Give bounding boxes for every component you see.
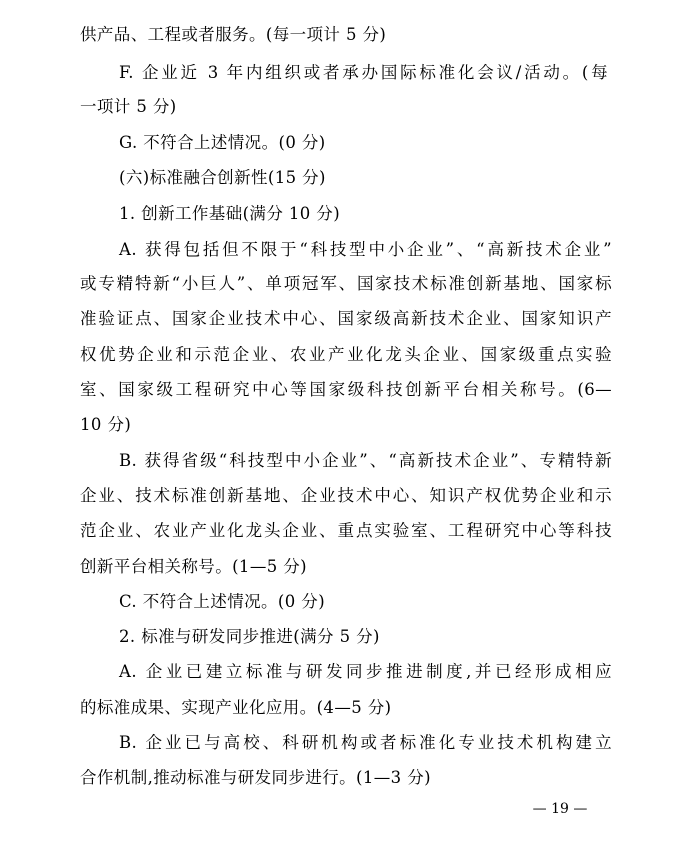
text-line-9: 准验证点、国家企业技术中心、国家级高新技术企业、国家知识产 [80, 309, 612, 328]
text-line-4: G. 不符合上述情况。(0 分) [119, 133, 326, 152]
section-heading-6: (六)标准融合创新性(15 分) [119, 168, 326, 187]
text-line-12: 10 分) [80, 415, 132, 434]
text-line-10: 权优势企业和示范企业、农业产业化龙头企业、国家级重点实验 [80, 345, 612, 364]
text-line-3: 一项计 5 分) [80, 97, 177, 116]
text-line-16: 创新平台相关称号。(1—5 分) [80, 557, 308, 576]
text-line-21: B. 企业已与高校、科研机构或者标准化专业技术机构建立 [119, 733, 612, 752]
text-line-7: A. 获得包括但不限于“科技型中小企业”、“高新技术企业” [119, 240, 612, 259]
text-line-8: 或专精特新“小巨人”、单项冠军、国家技术标准创新基地、国家标 [80, 274, 612, 293]
subsection-heading-1: 1. 创新工作基础(满分 10 分) [119, 204, 341, 223]
text-line-13: B. 获得省级“科技型中小企业”、“高新技术企业”、专精特新 [119, 451, 612, 470]
text-line-22: 合作机制,推动标准与研发同步进行。(1—3 分) [80, 768, 431, 787]
page-number: — 19 — [532, 801, 588, 817]
text-line-19: A. 企业已建立标准与研发同步推进制度,并已经形成相应 [119, 662, 612, 681]
text-line-20: 的标准成果、实现产业化应用。(4—5 分) [80, 698, 392, 717]
text-line-11: 室、国家级工程研究中心等国家级科技创新平台相关称号。(6— [80, 380, 612, 399]
text-line-14: 企业、技术标准创新基地、企业技术中心、知识产权优势企业和示 [80, 486, 612, 505]
text-line-17: C. 不符合上述情况。(0 分) [119, 592, 326, 611]
subsection-heading-2: 2. 标准与研发同步推进(满分 5 分) [119, 627, 380, 646]
text-line-1: 供产品、工程或者服务。(每一项计 5 分) [80, 25, 387, 44]
text-line-2: F. 企业近 3 年内组织或者承办国际标准化会议/活动。(每 [119, 63, 608, 82]
text-line-15: 范企业、农业产业化龙头企业、重点实验室、工程研究中心等科技 [80, 521, 612, 540]
